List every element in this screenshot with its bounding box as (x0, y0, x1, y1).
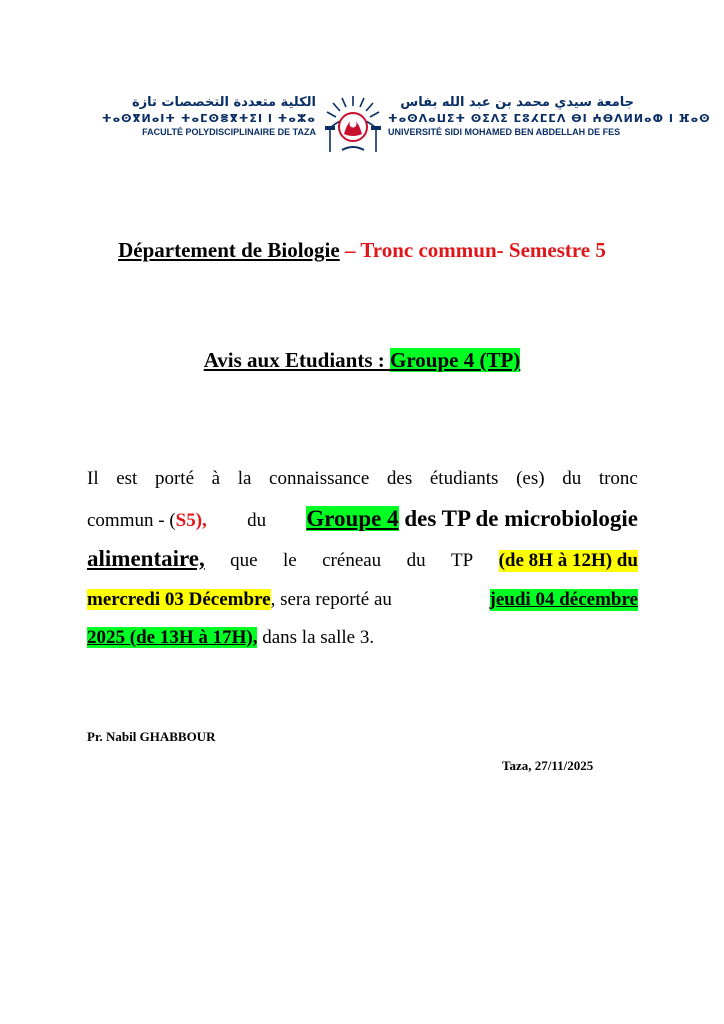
body-word: le (283, 550, 297, 571)
letterhead (0, 94, 724, 156)
body-segment: mercredi 03 Décembre, sera reporté au (87, 589, 392, 610)
notice-group: Groupe 4 (TP) (390, 348, 521, 372)
original-time-highlight: (de 8H à 12H) du (498, 550, 638, 571)
university-name-french: UNIVERSITÉ SIDI MOHAMED BEN ABDELLAH DE FES (388, 127, 621, 137)
university-name-arabic: جامعة سيدي محمد بن عبد الله بفاس (400, 95, 634, 110)
body-segment: dans la salle 3. (257, 627, 375, 648)
faculty-name-arabic: الكلية متعددة التخصصات تازة (131, 95, 316, 110)
body-word: des (386, 468, 413, 489)
university-emblem-icon (322, 94, 384, 154)
department-heading (0, 238, 724, 263)
body-line-3 (87, 546, 638, 576)
document-date: Taza, 27/11/2025 (502, 758, 594, 773)
original-day-highlight: mercredi 03 Décembre (87, 589, 271, 610)
new-date-highlight: jeudi 04 décembre (489, 589, 638, 610)
body-word: du (247, 510, 267, 531)
new-time-highlight: 2025 (de 13H à 17H), (87, 627, 258, 648)
body-word: porté (154, 468, 195, 489)
body-word: que (230, 550, 258, 571)
subject-alimentaire: alimentaire, (87, 546, 205, 571)
signature: Pr. Nabil GHABBOUR (87, 729, 216, 744)
faculty-name-tifinagh: ⵜⴰⵙⴳⵍⴰⵏⵜ ⵜⴰⵎⵙⴻⴳⵜⵉⵏ ⵏ ⵜⴰⵣⴰ (101, 112, 316, 125)
body-word: est (116, 468, 138, 489)
university-name-tifinagh: ⵜⴰⵙⴷⴰⵡⵉⵜ ⵙⵉⴷⵉ ⵎⵓⵃⵎⵎⴷ ⴱⵏ ⵄⴱⴷⵍⵍⴰⵀ ⵏ ⴼⴰⵙ (388, 112, 711, 125)
body-segment: commun - (S5), (87, 510, 207, 531)
body-word: (es) (516, 468, 545, 489)
body-line-4 (87, 589, 638, 619)
body-word: tronc (598, 468, 638, 489)
department-subtitle: – Tronc commun- Semestre 5 (339, 238, 606, 262)
body-line-1 (87, 468, 638, 498)
body-word: la (237, 468, 252, 489)
body-word: TP (451, 550, 474, 571)
department-name: Département de Biologie (118, 238, 340, 262)
body-word: étudiants (429, 468, 499, 489)
body-word: Il (87, 468, 99, 489)
faculty-name-block (88, 94, 316, 139)
notice-title: Avis aux Etudiants : (203, 348, 391, 372)
body-segment: Groupe 4 des TP de microbiologie (306, 506, 638, 531)
semester-code: S5), (175, 510, 207, 531)
faculty-name-french: FACULTÉ POLYDISCIPLINAIRE DE TAZA (142, 127, 316, 137)
group-highlight: Groupe 4 (306, 506, 399, 531)
body-line-5 (87, 627, 638, 657)
body-word: du (562, 468, 582, 489)
body-word: connaissance (269, 468, 370, 489)
body-word: à (211, 468, 221, 489)
body-word: créneau (322, 550, 382, 571)
university-name-block (388, 94, 711, 139)
body-word: du (406, 550, 426, 571)
body-line-2 (87, 506, 638, 536)
notice-heading (0, 348, 724, 373)
